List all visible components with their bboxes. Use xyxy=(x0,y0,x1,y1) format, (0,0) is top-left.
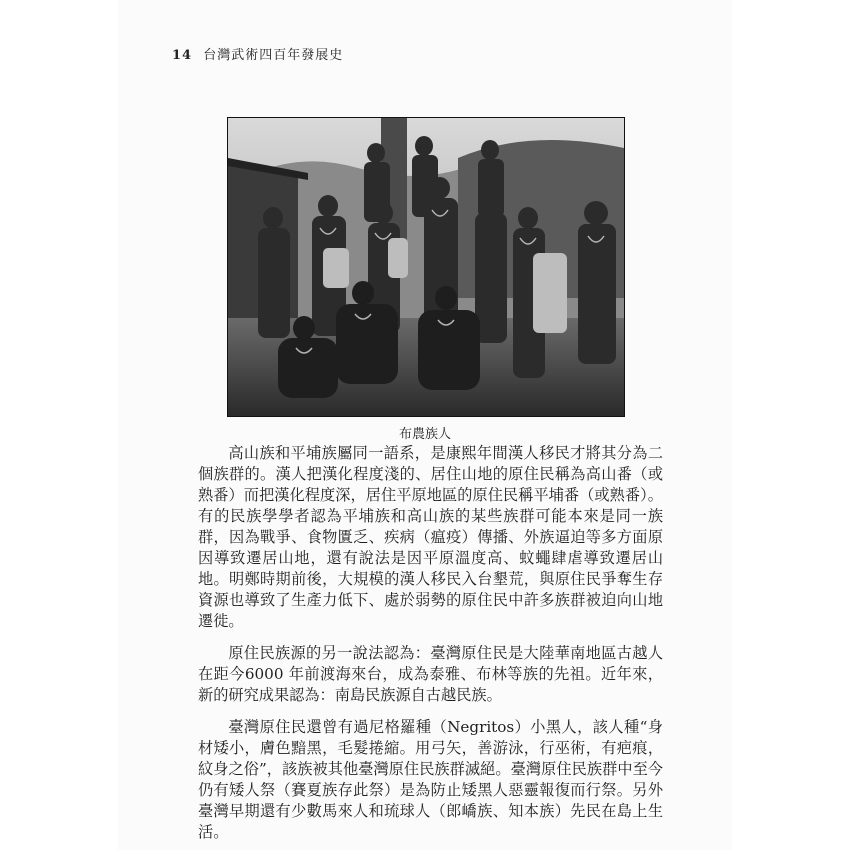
paragraph-negritos: 臺灣原住民還曾有過尼格羅種（Negritos）小黑人，該人種“身材矮小，膚色黯黑，毛髮捲縮。用弓矢，善游泳，行巫術，有疤痕，紋身之俗”，該族被其他臺灣原住民族群滅絕。臺灣原住民族群中至今仍有矮人祭（賽夏族存此祭）是為防止矮黑人惡靈報復而行祭。另外臺灣早期還有少數馬來人和琉球人（郎嶠族、知本族）先民在島上生活。 xyxy=(198,718,663,841)
running-head xyxy=(172,44,343,63)
paragraph-origins: 高山族和平埔族屬同一語系，是康熙年間漢人移民才將其分為二個族群的。漢人把漢化程度淺的、居住山地的原住民稱為高山番（或熟番）而把漢化程度深，居住平原地區的原住民稱平埔番（或熟番）。有的民族學學者認為平埔族和高山族的某些族群可能本來是同一族群，因為戰爭、食物匱乏、疾病（瘟疫）傳播、外族逼迫等多方面原因導致遷居山地，還有說法是因平原溫度高、蚊蠅肆虐導致遷居山地。明鄭時期前後，大規模的漢人移民入台墾荒，與原住民爭奪生存資源也導致了生產力低下、處於弱勢的原住民中許多族群被迫向山地遷徙。 xyxy=(198,444,663,630)
historical-photograph xyxy=(227,117,625,417)
book-title: 台灣武術四百年發展史 xyxy=(203,48,344,63)
page-number: 14 xyxy=(172,48,193,63)
body-text xyxy=(198,443,663,854)
paragraph-yue-theory: 原住民族源的另一說法認為：臺灣原住民是大陸華南地區古越人在距今6000 年前渡海來台，成為泰雅、布林等族的先祖。近年來，新的研究成果認為：南島民族源自古越民族。 xyxy=(198,644,663,704)
group-portrait-image xyxy=(228,118,624,416)
photo-caption: 布農族人 xyxy=(398,427,451,442)
